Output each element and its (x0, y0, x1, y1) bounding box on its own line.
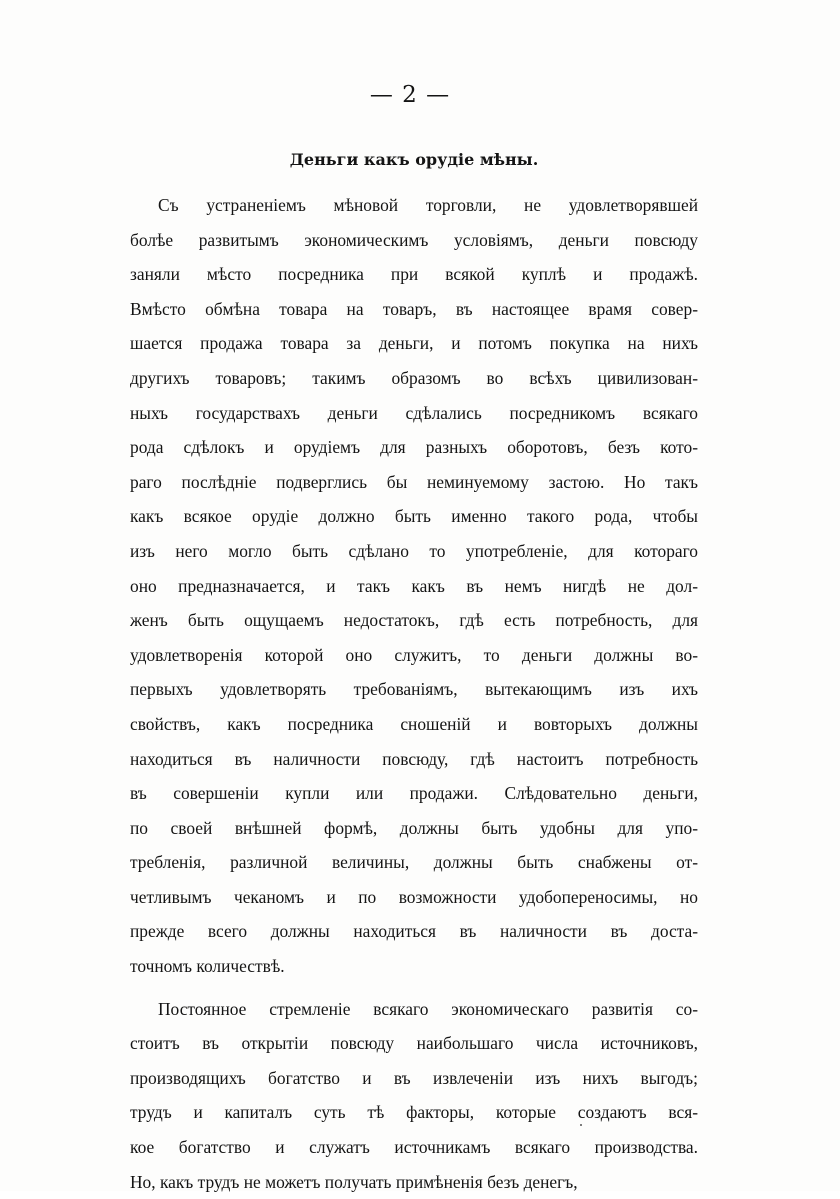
text-line: заняли мѣсто посредника при всякой куплѣ и продажѣ. (130, 264, 698, 285)
text-line: производящихъ богатство и въ извлеченіи изъ нихъ выгодъ; (130, 1067, 698, 1088)
text-line: точномъ количествѣ. (130, 956, 285, 977)
text-line: раго послѣдніе подверглись бы неминуемому застою. Но такъ (130, 471, 698, 492)
text-line: другихъ товаровъ; такимъ образомъ во всѣхъ цивилизован- (130, 367, 698, 388)
text-line: стоитъ въ открытіи повсюду наибольшаго числа источниковъ, (130, 1033, 698, 1054)
text-line: находиться въ наличности повсюду, гдѣ настоитъ потребность (130, 748, 698, 769)
paragraph (130, 188, 698, 984)
text-line: болѣе развитымъ экономическимъ условіямъ, деньги повсюду (130, 229, 698, 250)
text-line: удовлетворенія которой оно служитъ, то деньги должны во- (130, 644, 698, 665)
text-line: какъ всякое орудіе должно быть именно такого рода, чтобы (130, 506, 698, 527)
page-number: — 2 — (369, 82, 451, 108)
text-line: первыхъ удовлетворять требованіямъ, вытекающимъ изъ ихъ (130, 679, 698, 700)
text-line: изъ него могло быть сдѣлано то употребленіе, для котораго (130, 540, 698, 561)
text-line: требленія, различной величины, должны быть снабжены от- (130, 852, 698, 873)
paragraph-gap (130, 984, 698, 992)
text-line: ныхъ государствахъ деньги сдѣлались посредникомъ всякаго (130, 402, 698, 423)
text-line: женъ быть ощущаемъ недостатокъ, гдѣ есть потребность, для (130, 610, 698, 631)
text-line: прежде всего должны находиться въ наличности въ доста- (130, 921, 698, 942)
text-line: рода сдѣлокъ и орудіемъ для разныхъ оборотовъ, безъ кото- (130, 437, 698, 458)
text-line: Но, какъ трудъ не можетъ получать примѣненія безъ денегъ, (130, 1171, 578, 1192)
print-speck (580, 1124, 582, 1126)
text-line: Съ устраненіемъ мѣновой торговли, не удовлетворявшей (158, 195, 698, 215)
text-line: четливымъ чеканомъ и по возможности удобопереносимы, но (130, 886, 698, 907)
text-line: по своей внѣшней формѣ, должны быть удобны для упо- (130, 817, 698, 838)
paragraph (130, 992, 698, 1199)
section-heading: Деньги какъ орудіе мѣны. (289, 150, 539, 169)
text-line: въ совершеніи купли или продажи. Слѣдовательно деньги, (130, 783, 698, 804)
text-line: оно предназначается, и такъ какъ въ немъ нигдѣ не дол- (130, 575, 698, 596)
text-line: трудъ и капиталъ суть тѣ факторы, которые создаютъ вся- (130, 1102, 698, 1123)
text-line: Постоянное стремленіе всякаго экономическаго развитія со- (158, 998, 698, 1019)
text-line: свойствъ, какъ посредника сношеній и вовторыхъ должны (130, 713, 698, 734)
body-text (130, 188, 698, 1199)
text-line: кое богатство и служатъ источникамъ всякаго производства. (130, 1137, 698, 1158)
text-line: Вмѣсто обмѣна товара на товаръ, въ настоящее врамя совер- (130, 298, 698, 319)
text-line: шается продажа товара за деньги, и потомъ покупка на нихъ (130, 333, 698, 354)
